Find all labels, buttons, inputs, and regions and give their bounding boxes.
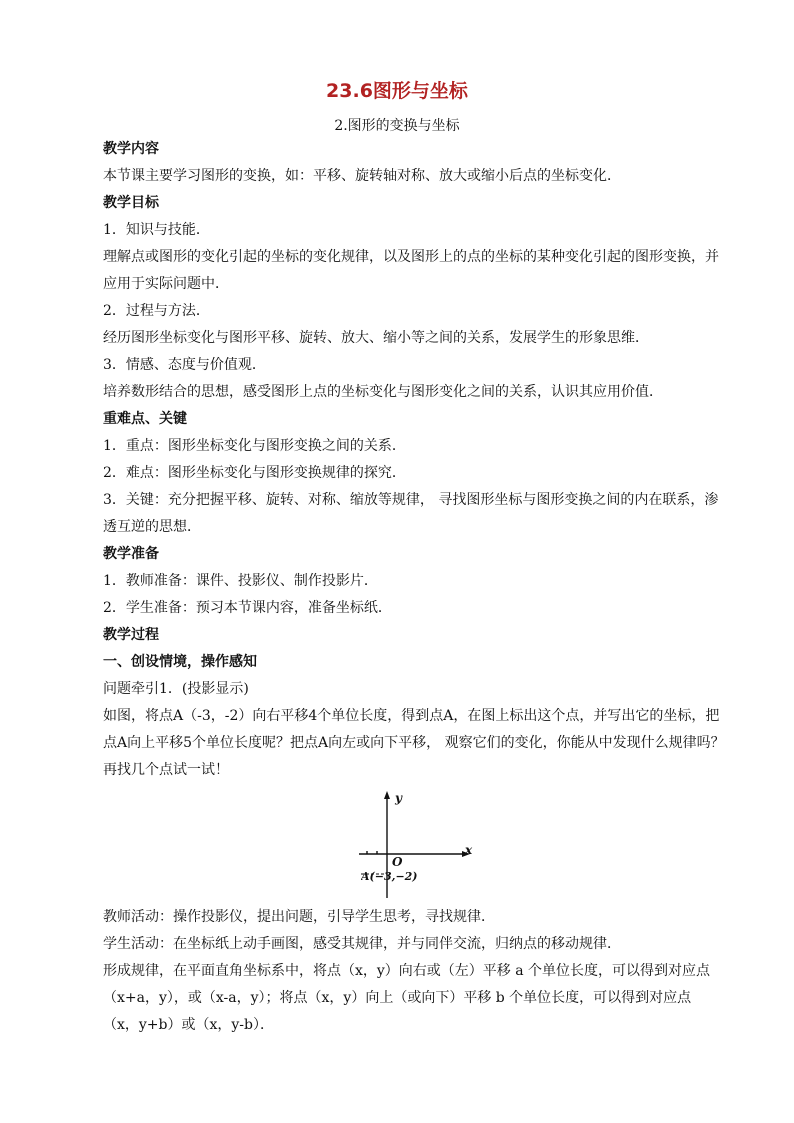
section-heading-prep: 教学准备 [103, 546, 159, 562]
x-axis-label: x [465, 843, 473, 857]
prep-item-1: 1．教师准备：课件、投影仪、制作投影片． [103, 573, 378, 589]
point-a-label: A(−3,−2) [361, 870, 418, 883]
student-activity: 学生活动：在坐标纸上动手画图，感受其规律，并与同伴交流，归纳点的移动规律． [103, 936, 621, 952]
rule-text: 形成规律，在平面直角坐标系中，将点（x，y）向右或（左）平移 a 个单位长度，可以得到对应点（x+a，y），或（x-a，y）；将点（x，y）向上（或向下）平移 b 个单位长度，可以得到对应点（x，y+b）或（x，y-b）． [103, 963, 711, 1033]
goal3-text: 培养数形结合的思想，感受图形上点的坐标变化与图形变化之间的关系，认识其应用价值． [103, 384, 663, 400]
goal2-title: 2．过程与方法． [103, 303, 210, 319]
origin-label: O [392, 855, 403, 869]
page-subtitle: 2.图形的变换与坐标 [334, 118, 460, 134]
key-point-3: 3．关键：充分把握平移、旋转、对称、缩放等规律， 寻找图形坐标与图形变换之间的内在联系，渗透互逆的思想． [103, 492, 719, 535]
prep-item-2: 2．学生准备：预习本节课内容，准备坐标纸． [103, 600, 392, 616]
goal2-text: 经历图形坐标变化与图形平移、旋转、放大、缩小等之间的关系，发展学生的形象思维． [103, 330, 649, 346]
goal1-text: 理解点或图形的变化引起的坐标的变化规律，以及图形上的点的坐标的某种变化引起的图形变换，并应用于实际问题中． [103, 249, 719, 292]
y-axis-arrow [384, 791, 390, 799]
content-text: 本节课主要学习图形的变换，如：平移、旋转轴对称、放大或缩小后点的坐标变化． [103, 168, 621, 184]
teacher-activity: 教师活动：操作投影仪，提出问题，引导学生思考，寻找规律． [103, 909, 495, 925]
document-body [103, 136, 727, 1039]
y-axis-label: y [395, 791, 402, 805]
goal1-title: 1．知识与技能． [103, 222, 210, 238]
key-point-2: 2．难点：图形坐标变化与图形变换规律的探究． [103, 465, 406, 481]
question-text: 如图，将点A（-3，-2）向右平移4个单位长度，得到点A，在图上标出这个点，并写出它的坐标，把点A向上平移5个单位长度呢？把点A向左或向下平移， 观察它们的变化，你能从中发现什么规律吗？再找几个点试一试！ [103, 708, 725, 778]
page-title: 23.6图形与坐标 [326, 80, 468, 102]
section-heading-process: 教学过程 [103, 627, 159, 643]
point-a-label-box [361, 867, 451, 897]
coordinate-figure [103, 790, 727, 902]
section-heading-content: 教学内容 [103, 141, 159, 157]
key-point-1: 1．重点：图形坐标变化与图形变换之间的关系． [103, 438, 406, 454]
part1-heading: 一、创设情境，操作感知 [103, 654, 257, 670]
goal3-title: 3．情感、态度与价值观． [103, 357, 266, 373]
section-heading-key: 重难点、关键 [103, 411, 187, 427]
section-heading-goals: 教学目标 [103, 195, 159, 211]
question-lead: 问题牵引1．(投影显示) [103, 681, 249, 697]
